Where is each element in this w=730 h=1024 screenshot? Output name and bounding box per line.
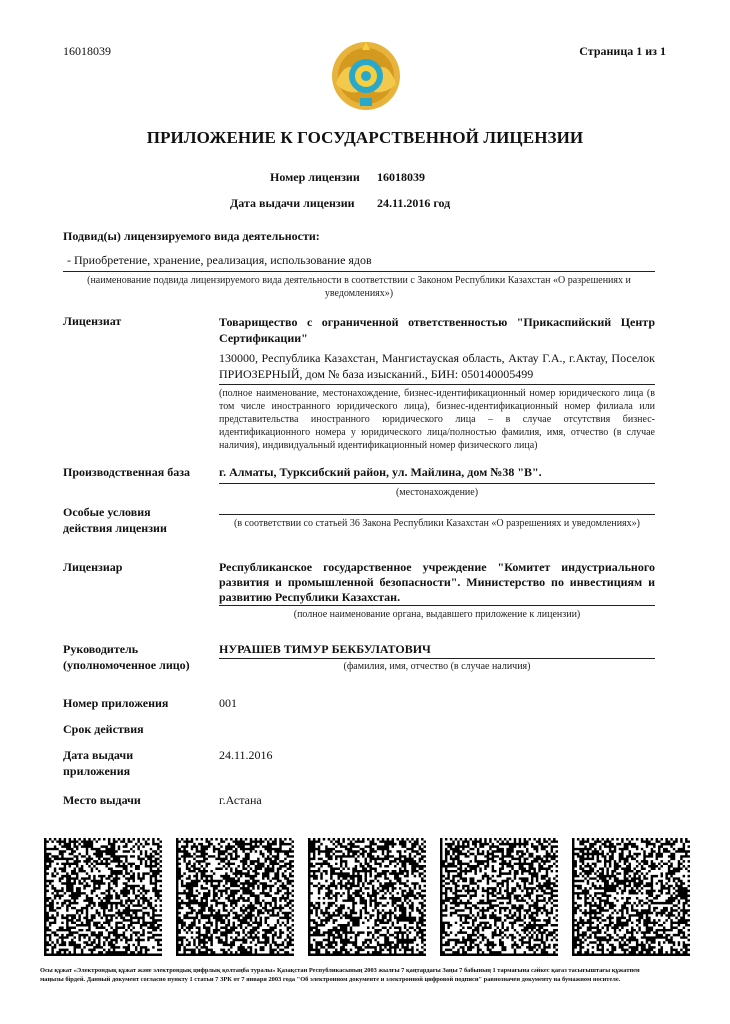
head-label-2: (уполномоченное лицо) [63,658,190,672]
licensee-label: Лицензиат [63,314,122,328]
appendix-number-value: 001 [219,696,237,710]
place-value: г.Астана [219,793,262,807]
production-base-caption: (местонахождение) [395,487,479,498]
page-title: ПРИЛОЖЕНИЕ К ГОСУДАРСТВЕННОЙ ЛИЦЕНЗИИ [146,128,584,147]
production-base-value: г. Алматы, Турксибский район, ул. Майлина, дом №38 "В". [219,465,542,479]
divider [219,384,655,385]
special-conditions-label-1: Особые условия [63,505,151,519]
divider [219,658,655,659]
head-caption: (фамилия, имя, отчество (в случае наличия) [343,661,531,672]
subtype-caption: (наименование подвида лицензируемого вида деятельности в соответствии с Законом Республики Казахстан «О разрешениях и уведомлениях») [87,275,631,299]
validity-label: Срок действия [63,722,144,736]
divider [219,483,655,484]
issue-date-value: 24.11.2016 [219,748,273,762]
production-base-label: Производственная база [63,465,191,479]
qr-code-4 [440,838,558,956]
licensor-value: Республиканское государственное учреждение "Комитет индустриального развития и промышленной безопасности". Министерство по инвестициям и развитию Республики Казахстан. [219,560,655,604]
qr-code-2 [176,838,294,956]
document-number: 16018039 [63,44,111,58]
license-date-value: 24.11.2016 год [377,196,451,210]
head-value: НУРАШЕВ ТИМУР БЕКБУЛАТОВИЧ [219,642,431,656]
head-label-1: Руководитель [63,642,139,656]
footer-text-1: Осы құжат «Электрондық құжат және электрондық цифрлық қолтаңба туралы» Қазақстан Республикасының 2003 жылғы 7 қаңтардағы Заңы 7 бабының 1 тармағына сәйкес қағаз тасығыштағы құжатпен [40,967,640,974]
special-conditions-caption: (в соответствии со статьей 36 Закона Республики Казахстан «О разрешениях и уведомлениях») [234,518,640,529]
qr-code-3 [308,838,426,956]
licensee-caption: (полное наименование, местонахождение, бизнес-идентификационный номер юридического лица (в том числе иностранного юридического лица), бизнес-идентификационный номер филиала или представительства иностранного юридического лица – в случае отсутствия бизнес-идентификационного номера у юридического лица/полностью фамилия, имя, отчество (в случае наличия), индивидуальный идентификационный номер физического лица) [219,388,655,451]
page-indicator: Страница 1 из 1 [579,44,666,58]
license-number-label: Номер лицензии [270,170,360,184]
footer-text-2: маңызы бірдей. Данный документ согласно пункту 1 статьи 7 ЗРК от 7 января 2003 года "Об электронном документе и электронной цифровой подписи" равнозначен документу на бумажном носителе. [40,976,621,983]
licensee-address: 130000, Республика Казахстан, Мангистауская область, Актау Г.А., г.Актау, Поселок ПРИОЗЕРНЫЙ, дом № база изысканий., БИН: 050140005499 [219,351,655,381]
divider [63,271,655,272]
licensor-label: Лицензиар [63,560,123,574]
issue-date-label-1: Дата выдачи [63,748,134,762]
kazakhstan-emblem-icon [330,40,402,112]
license-number-value: 16018039 [377,170,425,184]
special-conditions-label-2: действия лицензии [63,521,167,535]
divider [219,514,655,515]
license-date-label: Дата выдачи лицензии [230,196,355,210]
qr-code-1 [44,838,162,956]
place-label: Место выдачи [63,793,141,807]
licensee-name: Товарищество с ограниченной ответственностью "Прикаспийский Центр Сертификации" [219,315,655,345]
licensor-caption: (полное наименование органа, выдавшего приложение к лицензии) [293,609,581,620]
subtype-item: - Приобретение, хранение, реализация, использование ядов [67,253,372,267]
qr-code-5 [572,838,690,956]
subtype-heading: Подвид(ы) лицензируемого вида деятельности: [63,229,320,243]
divider [219,605,655,606]
issue-date-label-2: приложения [63,764,131,778]
appendix-number-label: Номер приложения [63,696,169,710]
